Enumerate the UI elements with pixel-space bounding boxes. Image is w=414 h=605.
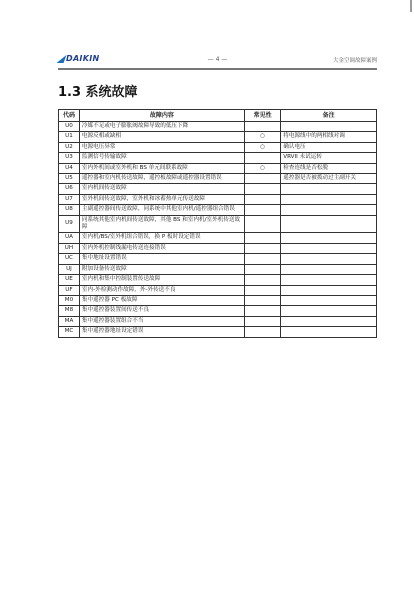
cell-remark: VRVII 未试运转 — [281, 153, 377, 163]
header-rule — [58, 68, 377, 70]
cell-remark: 检查连线是否松脱 — [281, 163, 377, 173]
cell-desc: 遥控器和室内机传送故障，遥控板故障或遥控器设置错误 — [79, 174, 244, 184]
table-row — [59, 254, 377, 264]
cell-code: UC — [59, 254, 80, 264]
table-row — [59, 327, 377, 337]
table-row — [59, 295, 377, 305]
cell-remark: 将电源线中的两相线对调 — [281, 132, 377, 142]
cell-desc: 室内机和集中控制装置传送故障 — [79, 275, 244, 285]
header-code: 代码 — [59, 110, 80, 122]
table-row — [59, 194, 377, 204]
table-row — [59, 205, 377, 215]
cell-remark — [281, 184, 377, 194]
cell-freq — [244, 205, 280, 215]
cell-freq — [244, 233, 280, 243]
cell-code: U2 — [59, 142, 80, 152]
header-remark: 备注 — [281, 110, 377, 122]
cell-freq — [244, 174, 280, 184]
cell-desc: 集中遥控器 PC 板故障 — [79, 295, 244, 305]
cell-remark — [281, 205, 377, 215]
table-header-row — [59, 110, 377, 122]
cell-remark: 遥控器是否被拨动过主副开关 — [281, 174, 377, 184]
cell-remark — [281, 285, 377, 295]
cell-desc: 室内机/BS/室外机组合错误，换 P 板时设定错误 — [79, 233, 244, 243]
cell-freq — [244, 243, 280, 253]
cell-freq — [244, 215, 280, 233]
document-page — [58, 54, 377, 338]
cell-freq — [244, 122, 280, 132]
cell-code: M0 — [59, 295, 80, 305]
cell-desc: 集中遥控器地址设定错误 — [79, 327, 244, 337]
cell-code: U9 — [59, 215, 80, 233]
cell-remark — [281, 122, 377, 132]
table-row — [59, 285, 377, 295]
cell-remark — [281, 295, 377, 305]
cell-desc: 主副遥控器间传送故障，同系统中其他室内机/遥控器组合错误 — [79, 205, 244, 215]
cell-code: U5 — [59, 174, 80, 184]
cell-code: M8 — [59, 306, 80, 316]
cell-code: UA — [59, 233, 80, 243]
cell-desc: 室外机间传送故障，室外机和冰蓄热单元传送故障 — [79, 194, 244, 204]
cell-remark: 确认电压 — [281, 142, 377, 152]
table-row — [59, 142, 377, 152]
cell-desc: 附加设备传送故障 — [79, 264, 244, 274]
cell-desc: 电源反相或缺相 — [79, 132, 244, 142]
cell-remark — [281, 275, 377, 285]
cell-remark — [281, 243, 377, 253]
cell-code: U8 — [59, 205, 80, 215]
cell-code: U3 — [59, 153, 80, 163]
cell-code: U4 — [59, 163, 80, 173]
cell-freq — [244, 295, 280, 305]
page-number: — 4 — — [207, 56, 228, 63]
cell-freq — [244, 306, 280, 316]
page-header — [58, 54, 377, 67]
cell-desc: 室内外机间或室外机和 BS 单元间联系故障 — [79, 163, 244, 173]
table-row — [59, 215, 377, 233]
cell-freq — [244, 184, 280, 194]
cell-code: UJ — [59, 264, 80, 274]
cell-remark — [281, 215, 377, 233]
table-row — [59, 174, 377, 184]
cell-code: UF — [59, 285, 80, 295]
cell-desc: 监测信号传输故障 — [79, 153, 244, 163]
cell-freq — [244, 254, 280, 264]
cell-code: U1 — [59, 132, 80, 142]
document-title: 大金空调故障案例 — [332, 58, 377, 64]
cell-desc: 同系统其他室内机间传送故障，其他 BS 和室内机/室外机传送故障 — [79, 215, 244, 233]
section-title: 1.3 系统故障 — [58, 85, 138, 100]
table-row — [59, 275, 377, 285]
cell-desc: 室内外机控制线漏电传送连接错误 — [79, 243, 244, 253]
cell-freq — [244, 264, 280, 274]
cell-freq — [244, 285, 280, 295]
table-row — [59, 122, 377, 132]
table-row — [59, 184, 377, 194]
cell-freq — [244, 327, 280, 337]
cell-desc: 集中遥控器装置组合不当 — [79, 316, 244, 326]
cell-desc: 集中遥控器装置间传送不良 — [79, 306, 244, 316]
table-row — [59, 163, 377, 173]
table-row — [59, 264, 377, 274]
header-frequency: 常见性 — [244, 110, 280, 122]
table-row — [59, 132, 377, 142]
cell-freq — [244, 194, 280, 204]
cell-code: U6 — [59, 184, 80, 194]
cell-code: UE — [59, 275, 80, 285]
table-row — [59, 153, 377, 163]
fault-code-table — [58, 109, 377, 338]
table-row — [59, 233, 377, 243]
cell-remark — [281, 233, 377, 243]
cell-desc: 电源电压异常 — [79, 142, 244, 152]
cell-remark — [281, 327, 377, 337]
table-row — [59, 306, 377, 316]
cell-freq — [244, 153, 280, 163]
table-row — [59, 316, 377, 326]
cell-code: U7 — [59, 194, 80, 204]
cell-remark — [281, 254, 377, 264]
cell-remark — [281, 264, 377, 274]
cell-desc: 室内机间传送故障 — [79, 184, 244, 194]
table-row — [59, 243, 377, 253]
header-description: 故障内容 — [79, 110, 244, 122]
logo-text: DAIKIN — [66, 54, 100, 63]
cell-freq: ○ — [244, 163, 280, 173]
cell-code: MA — [59, 316, 80, 326]
cell-desc: 冷媒不足或电子膨胀阀故障导致的低压下降 — [79, 122, 244, 132]
cell-freq: ○ — [244, 142, 280, 152]
cell-desc: 集中地址设置错误 — [79, 254, 244, 264]
cell-code: U0 — [59, 122, 80, 132]
cell-desc: 室内-外检测动作故障，外-外传送不良 — [79, 285, 244, 295]
cell-remark — [281, 316, 377, 326]
cell-freq — [244, 316, 280, 326]
cell-freq — [244, 275, 280, 285]
cell-code: UH — [59, 243, 80, 253]
cell-remark — [281, 306, 377, 316]
page-corner-mark — [410, 0, 412, 12]
cell-freq: ○ — [244, 132, 280, 142]
cell-remark — [281, 194, 377, 204]
cell-code: MC — [59, 327, 80, 337]
